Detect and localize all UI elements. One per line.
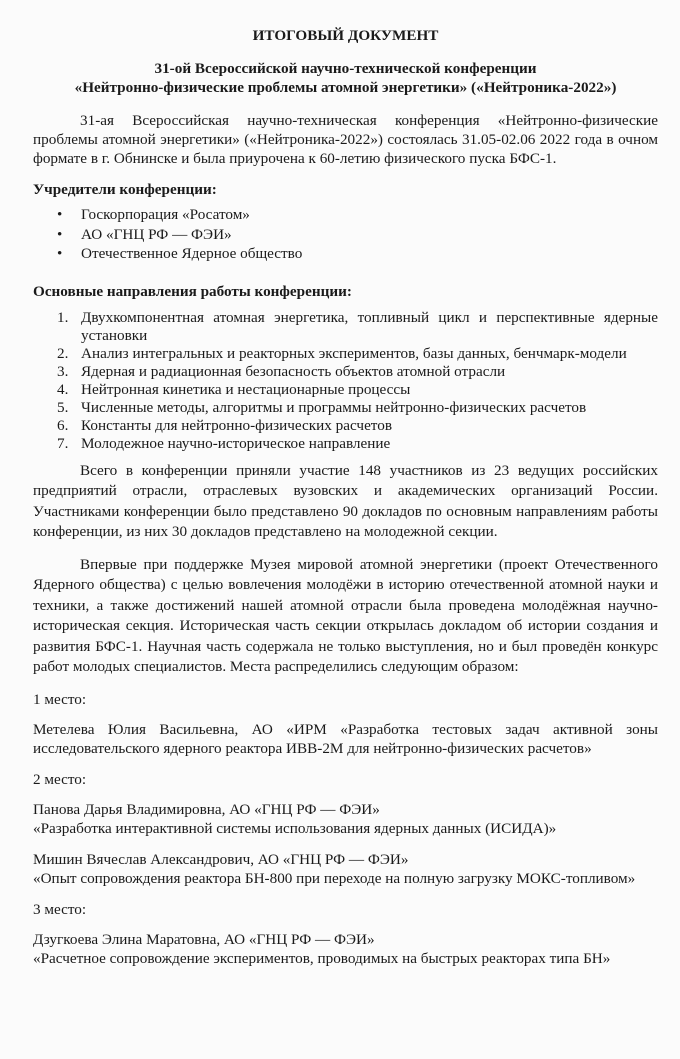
item-number: 2. xyxy=(57,344,69,362)
founders-heading: Учредители конференции: xyxy=(33,181,217,198)
entry-author: Мишин Вячеслав Александрович, АО «ГНЦ РФ — ФЭИ» xyxy=(33,850,409,868)
direction-text: Нейтронная кинетика и нестационарные процессы xyxy=(81,380,411,398)
youth-section-paragraph: Впервые при поддержке Музея мировой атомной энергетики (проект Отечественного Ядерного общества) с целью вовлечения молодёжи в историю отечественной атомной науки и техники, а также достижений нашей атомной отрасли была проведена молодёжная научно-историческая секция. Историческая часть секции открылась докладом об истории создания и развития БФС-1. Научная часть содержала не только выступления, но и был проведён конкурс работ молодых специалистов. Места распределились следующим образом: xyxy=(33,555,658,675)
item-number: 1. xyxy=(57,308,69,326)
place-1-entry xyxy=(33,720,658,759)
entry-author: Дзугкоева Элина Маратовна, АО «ГНЦ РФ — ФЭИ» xyxy=(33,930,375,948)
list-item xyxy=(57,435,658,453)
item-number: 3. xyxy=(57,362,69,380)
list-item xyxy=(57,225,658,245)
place-2-label: 2 место: xyxy=(33,770,87,788)
list-item xyxy=(57,309,658,345)
list-item xyxy=(57,399,658,417)
list-item xyxy=(57,363,658,381)
subtitle-line-2: «Нейтронно-физические проблемы атомной энергетики» («Нейтроника-2022») xyxy=(74,79,617,96)
item-number: 6. xyxy=(57,416,69,434)
founders-list xyxy=(33,205,658,264)
list-item xyxy=(57,417,658,435)
intro-paragraph: 31-ая Всероссийская научно-техническая конференция «Нейтронно-физические проблемы атомной энергетики» («Нейтроника-2022») состоялась 31.05-02.06 2022 года в очном формате в г. Обнинске и была приурочена к 60-летию физического пуска БФС-1. xyxy=(33,112,658,167)
founder-name: Госкорпорация «Росатом» xyxy=(81,206,250,223)
entry-work: «Расчетное сопровождение экспериментов, проводимых на быстрых реакторах типа БН» xyxy=(33,950,611,967)
bullet-icon: • xyxy=(57,225,63,243)
place-1-label: 1 место: xyxy=(33,690,87,708)
place-3-entry-1 xyxy=(33,930,658,969)
participants-paragraph: Всего в конференции приняли участие 148 участников из 23 ведущих российских предприятий отрасли, отраслевых вузовских и академических организаций России. Участниками конференции было представлено 90 докладов по основным направлениям работы конференции, из них 30 докладов представлено на молодежной секции. xyxy=(33,461,658,540)
list-item xyxy=(57,244,658,264)
direction-text: Константы для нейтронно-физических расчетов xyxy=(81,416,393,434)
place-2-entry-2 xyxy=(33,850,658,889)
directions-list xyxy=(33,309,658,453)
direction-text: Ядерная и радиационная безопасность объектов атомной отрасли xyxy=(81,362,506,380)
bullet-icon: • xyxy=(57,206,63,223)
list-item xyxy=(57,381,658,399)
place-2-entry-1 xyxy=(33,800,658,839)
place-3-label: 3 место: xyxy=(33,900,87,918)
entry-work: «Опыт сопровождения реактора БН-800 при переходе на полную загрузку МОКС-топливом» xyxy=(33,870,636,887)
item-number: 5. xyxy=(57,398,69,416)
founder-name: Отечественное Ядерное общество xyxy=(81,245,303,262)
directions-heading: Основные направления работы конференции: xyxy=(33,282,352,300)
document-subtitle xyxy=(33,59,658,97)
direction-text: Молодежное научно-историческое направление xyxy=(81,434,391,452)
entry-author-work: Метелева Юлия Васильевна, АО «ИРМ «Разработка тестовых задач активной зоны исследовательского ядерного реактора ИВВ-2М для нейтронно-физических расчетов» xyxy=(33,720,658,757)
direction-text: Анализ интегральных и реакторных экспериментов, базы данных, бенчмарк-модели xyxy=(81,344,627,362)
list-item xyxy=(57,205,658,225)
founder-name: АО «ГНЦ РФ — ФЭИ» xyxy=(81,225,232,243)
item-number: 7. xyxy=(57,434,69,452)
document-title: ИТОГОВЫЙ ДОКУМЕНТ xyxy=(252,27,439,44)
list-item xyxy=(57,345,658,363)
subtitle-line-1: 31-ой Всероссийской научно-технической конференции xyxy=(154,60,537,77)
direction-text: Двухкомпонентная атомная энергетика, топливный цикл и перспективные ядерные установки xyxy=(81,308,658,344)
entry-author: Панова Дарья Владимировна, АО «ГНЦ РФ — ФЭИ» xyxy=(33,800,380,818)
direction-text: Численные методы, алгоритмы и программы нейтронно-физических расчетов xyxy=(81,398,587,416)
item-number: 4. xyxy=(57,380,69,398)
entry-work: «Разработка интерактивной системы использования ядерных данных (ИСИДА)» xyxy=(33,820,557,837)
bullet-icon: • xyxy=(57,245,63,262)
